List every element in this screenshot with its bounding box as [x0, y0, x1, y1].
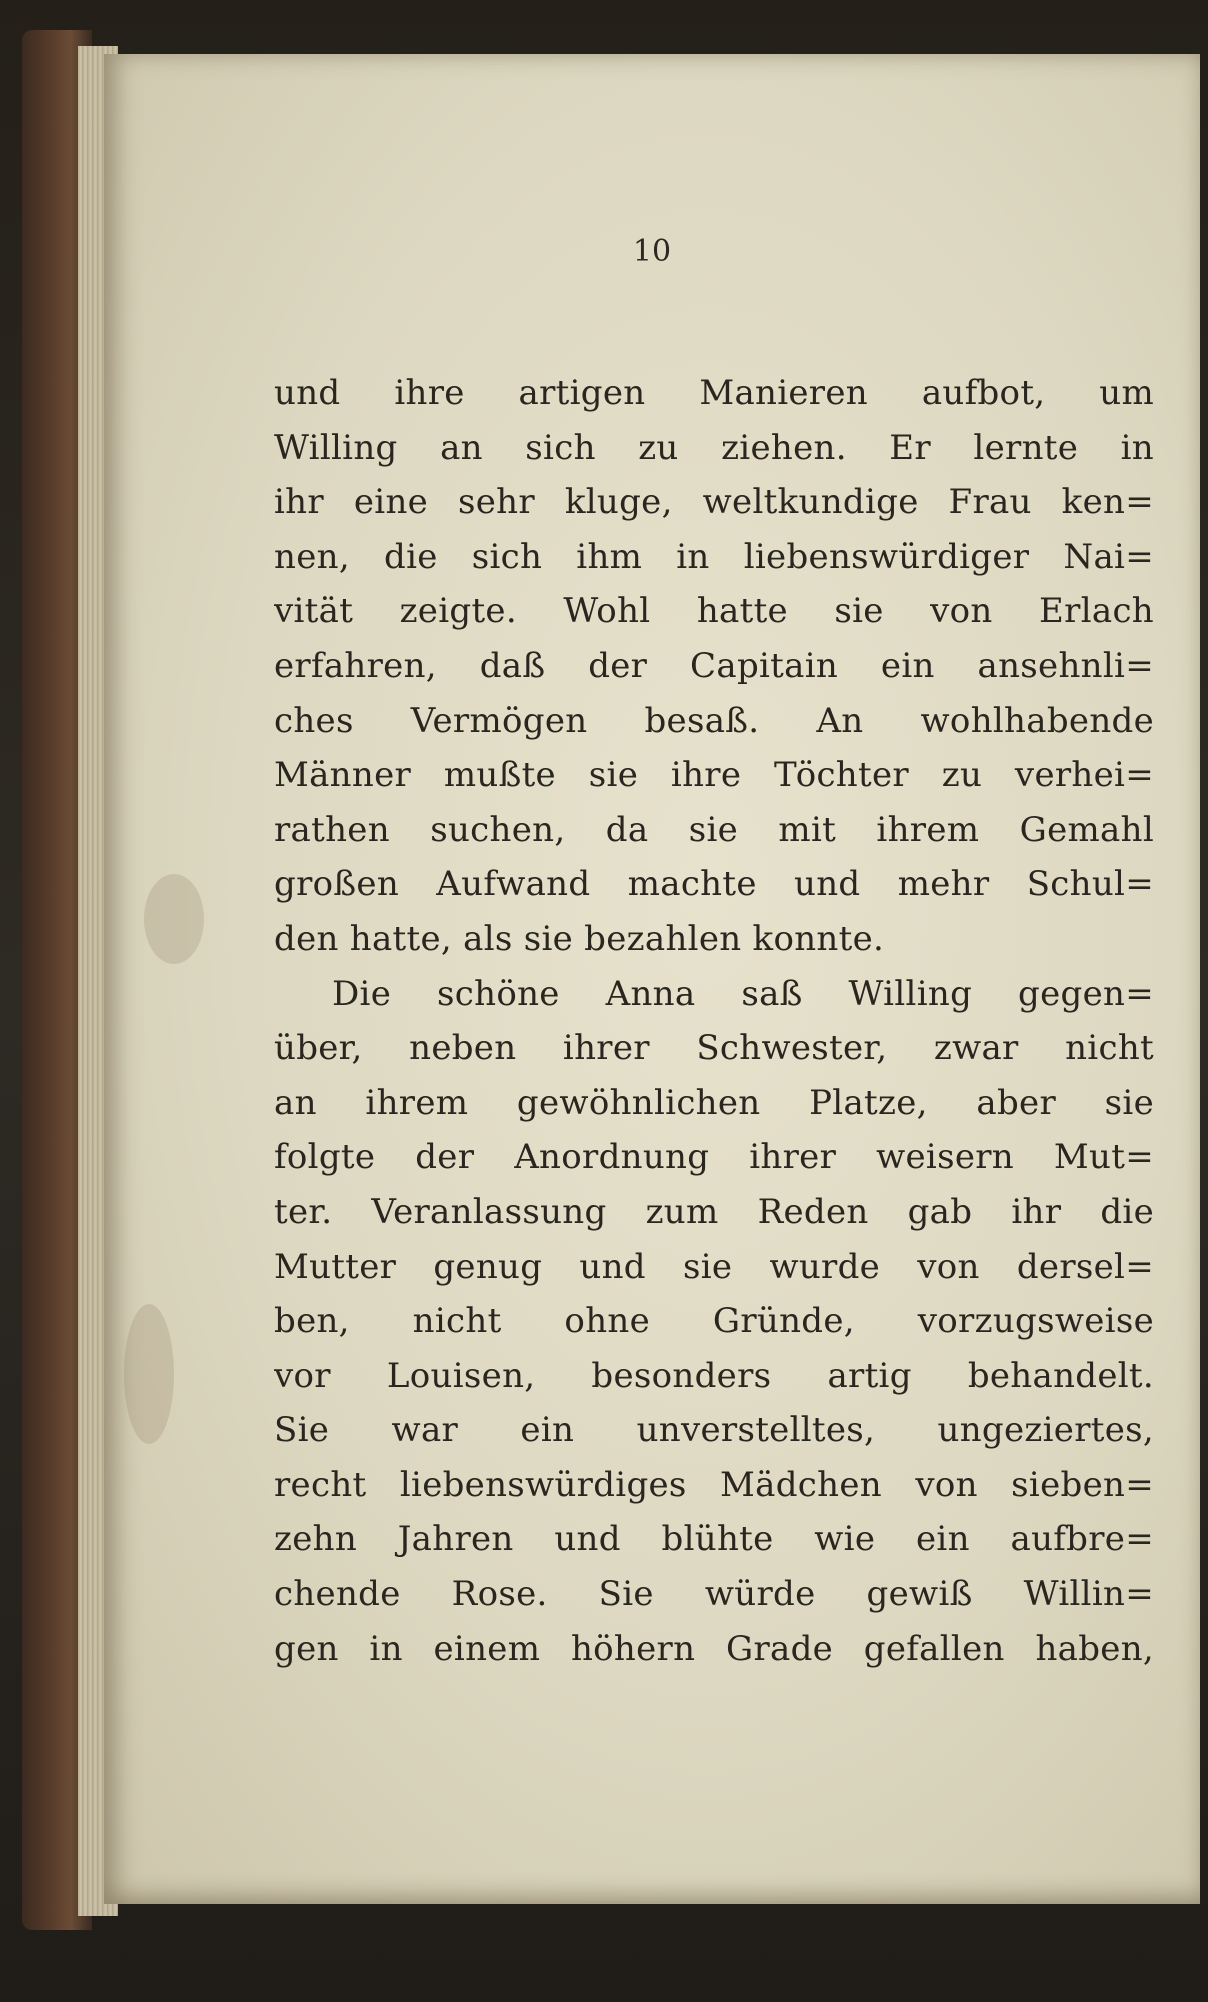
text-line: an ihrem gewöhnlichen Platze, aber sie [274, 1082, 1154, 1123]
text-line: den hatte, als sie bezahlen konnte. [274, 918, 885, 959]
text-line: gen in einem höhern Grade gefallen haben, [274, 1628, 1154, 1669]
text-line: Die schöne Anna saß Willing gegen= [332, 973, 1154, 1014]
text-line: rathen suchen, da sie mit ihrem Gemahl [274, 809, 1154, 850]
text-line: chende Rose. Sie würde gewiß Willin= [274, 1574, 1154, 1615]
book-page [104, 54, 1200, 1904]
text-line: ches Vermögen besaß. An wohlhabende [274, 700, 1154, 741]
text-line: recht liebenswürdiges Mädchen von sieben= [274, 1464, 1154, 1505]
text-line: über, neben ihrer Schwester, zwar nicht [274, 1028, 1154, 1069]
text-line: ter. Veranlassung zum Reden gab ihr die [274, 1191, 1154, 1232]
text-line: und ihre artigen Manieren aufbot, um [274, 373, 1154, 413]
text-line: ihr eine sehr kluge, weltkundige Frau ken= [274, 482, 1154, 523]
text-line: nen, die sich ihm in liebenswürdiger Nai= [274, 536, 1154, 577]
page-number: 10 [632, 234, 672, 269]
body-text [274, 366, 1154, 1676]
text-line: Willing an sich zu ziehen. Er lernte in [274, 427, 1154, 468]
text-line: vor Louisen, besonders artig behandelt. [274, 1355, 1154, 1396]
text-line: erfahren, daß der Capitain ein ansehnli= [274, 645, 1154, 686]
paper-stain [124, 1304, 174, 1444]
text-line: zehn Jahren und blühte wie ein aufbre= [274, 1519, 1154, 1560]
text-line: Mutter genug und sie wurde von dersel= [274, 1246, 1154, 1287]
text-line: Männer mußte sie ihre Töchter zu verhei= [274, 755, 1154, 796]
text-line: ben, nicht ohne Gründe, vorzugsweise [274, 1301, 1154, 1342]
text-line: großen Aufwand machte und mehr Schul= [274, 864, 1154, 905]
text-line: folgte der Anordnung ihrer weisern Mut= [274, 1137, 1154, 1178]
paper-stain [144, 874, 204, 964]
text-line: Sie war ein unverstelltes, ungeziertes, [274, 1410, 1154, 1451]
text-line: vität zeigte. Wohl hatte sie von Erlach [274, 591, 1154, 632]
